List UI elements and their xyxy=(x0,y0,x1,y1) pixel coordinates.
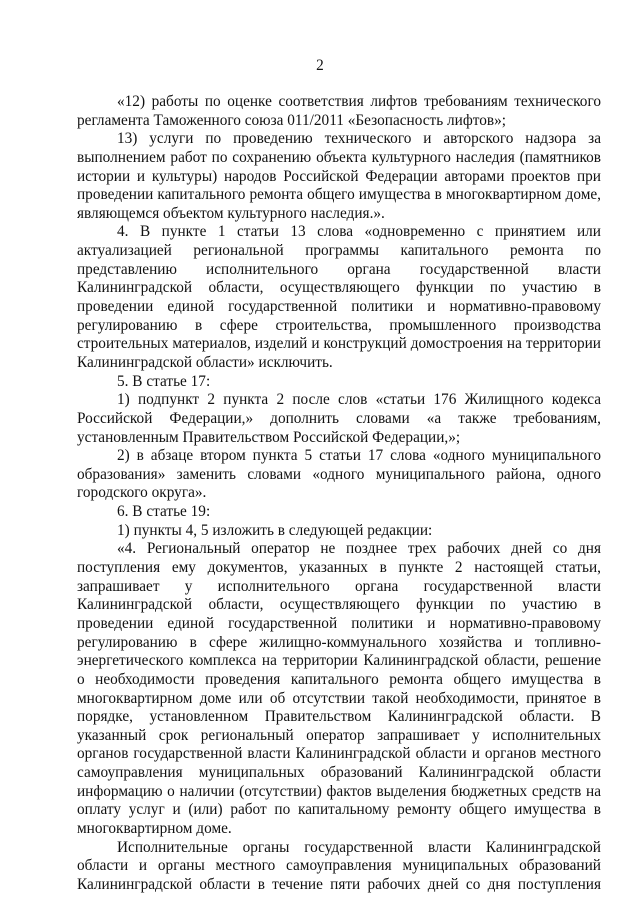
text-line: регулированию в сфере жилищно-коммунального хозяйства и топливно- xyxy=(77,633,601,651)
text-line: информацию о наличии (отсутствии) фактов выделения бюджетных средств на xyxy=(77,782,601,800)
text-line: органов государственной власти Калининградской области и органов местного xyxy=(77,745,601,763)
text-line: многоквартирном доме. xyxy=(77,819,232,837)
text-line: Исполнительные органы государственной власти Калининградской xyxy=(117,838,601,856)
page-number: 2 xyxy=(316,57,324,74)
text-line: выполнением работ по сохранению объекта культурного наследия (памятников xyxy=(77,148,601,166)
text-line: являющемся объектом культурного наследия.». xyxy=(77,204,385,222)
text-line: строительных материалов, изделий и конструкций домостроения на территории xyxy=(77,335,601,353)
text-line: проведении единой государственной политики и нормативно-правовому xyxy=(77,298,601,316)
text-line: области и органы местного самоуправления муниципальных образований xyxy=(77,857,601,875)
text-line: самоуправления муниципальных образований Калининградской области xyxy=(77,764,601,782)
document-body xyxy=(77,93,601,895)
text-line: указанный срок региональный оператор запрашивает у исполнительных xyxy=(77,726,601,744)
text-line: Российской Федерации,» дополнить словами «а также требованиям, xyxy=(77,409,601,427)
text-line: образования» заменить словами «одного муниципального района, одного xyxy=(77,465,601,483)
text-line: энергетического комплекса на территории Калининградской области, решение xyxy=(77,652,601,670)
text-line: поступления ему документов, указанных в пункте 2 настоящей статьи, xyxy=(77,559,601,577)
text-line: представлению исполнительного органа государственной власти xyxy=(77,260,601,278)
text-line: Калининградской области в течение пяти рабочих дней со дня поступления xyxy=(77,875,601,893)
text-line: регулированию в сфере строительства, промышленного производства xyxy=(77,316,601,334)
text-line: о необходимости проведения капитального ремонта общего имущества в xyxy=(77,670,601,688)
text-line: регламента Таможенного союза 011/2011 «Безопасность лифтов»; xyxy=(77,111,506,129)
text-line: 1) пункты 4, 5 изложить в следующей редакции: xyxy=(117,521,433,539)
text-line: порядке, установленном Правительством Калининградской области. В xyxy=(77,708,601,726)
text-line: городского округа». xyxy=(77,484,207,502)
text-line: установленным Правительством Российской Федерации,»; xyxy=(77,428,461,446)
text-line: 4. В пункте 1 статьи 13 слова «одновременно с принятием или xyxy=(117,223,601,241)
text-line: Калининградской области, осуществляющего функции по участию в xyxy=(77,279,601,297)
text-line: многоквартирном доме или об отсутствии такой необходимости, принятое в xyxy=(77,689,601,707)
text-line: 2) в абзаце втором пункта 5 статьи 17 слова «одного муниципального xyxy=(117,447,601,465)
text-line: Калининградской области» исключить. xyxy=(77,353,333,371)
text-line: 5. В статье 17: xyxy=(117,372,211,390)
text-line: 1) подпункт 2 пункта 2 после слов «статьи 176 Жилищного кодекса xyxy=(117,391,601,409)
text-line: запрашивает у исполнительного органа государственной власти xyxy=(77,577,601,595)
text-line: 13) услуги по проведению технического и авторского надзора за xyxy=(117,130,601,148)
text-line: Калининградской области, осуществляющего функции по участию в xyxy=(77,596,601,614)
text-line: 6. В статье 19: xyxy=(117,503,211,521)
text-line: «4. Региональный оператор не позднее трех рабочих дней со дня xyxy=(117,540,601,558)
text-line: истории и культуры) народов Российской Федерации авторами проектов при xyxy=(77,167,601,185)
text-line: «12) работы по оценке соответствия лифтов требованиям технического xyxy=(117,93,601,110)
text-line: проведении капитального ремонта общего имущества в многоквартирном доме, xyxy=(77,186,601,204)
text-line: оплату услуг и (или) работ по капитальному ремонту общего имущества в xyxy=(77,801,601,819)
text-line: актуализацией региональной программы капитального ремонта по xyxy=(77,242,601,260)
text-line: проведении единой государственной политики и нормативно-правовому xyxy=(77,614,601,632)
